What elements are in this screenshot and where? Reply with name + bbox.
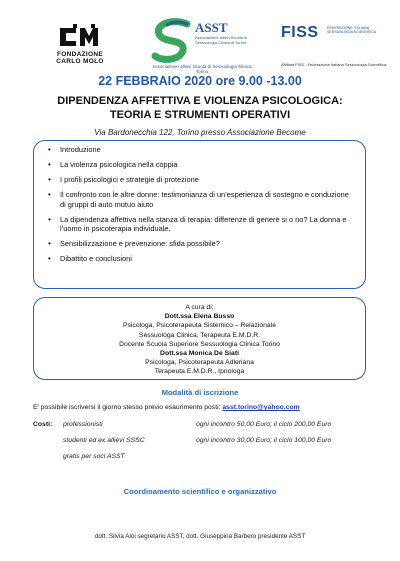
registration-title: Modalità di iscrizione: [161, 388, 239, 397]
fiss-logo: [281, 24, 387, 70]
program-item: • Il confronto con le altre donne: testimonianza di un’esperienza di sostegno e conduzione di gruppi di auto mutuo aiuto: [48, 190, 355, 209]
registration-email-link[interactable]: asst.torino@yahoo.com: [222, 404, 300, 411]
asst-caption: Associazione allievi Scuola di Sessuologia Clinica Torino: [152, 64, 252, 74]
asst-name: ASST: [195, 20, 228, 35]
event-title: [20, 94, 380, 122]
curators-heading: A cura di:: [185, 304, 214, 311]
curator-role: Sessuologa Clinica, Terapeuta E.M.D.R.: [138, 331, 261, 339]
curator-role: Docente Scuola Superiore Sessuologia Clinica Torino: [119, 340, 280, 348]
event-title-line1: DIPENDENZA AFFETTIVA E VIOLENZA PSICOLOGICA:: [57, 95, 343, 107]
program-box: [33, 140, 366, 289]
cost-category: professionisti: [63, 421, 103, 428]
cost-price: ogni incontro 30,00 Euro; il ciclo 100,00 Euro: [196, 437, 332, 444]
program-item: • La dipendenza affettiva nella stanza di terapia: differenze di genere si o no? La donna e l’uomo in psicoterapia individuale.: [48, 215, 355, 234]
asst-swoosh-icon: [149, 18, 195, 64]
fiss-name: FISS: [281, 24, 319, 41]
coordination-text: dott. Silvia Aloi segretario ASST, dott. Giuseppina Barbero presidente ASST: [94, 533, 306, 540]
coordination-title: Coordinamento scientifico e organizzativo: [123, 487, 277, 496]
curators-box: [33, 297, 366, 380]
cm-logo-text: FONDAZIONE CARLO MOLO: [56, 51, 104, 65]
program-item: • Sensibilizzazione e prevenzione: sfida possibile?: [48, 239, 355, 249]
cost-category: gratis per soci ASST: [63, 453, 125, 460]
curator-role: Terapeuta E.M.D.R., Ipnologa: [154, 368, 245, 376]
cost-price: ogni incontro 50,00 Euro; il ciclo 200,00 Euro: [196, 421, 332, 428]
program-item: • Introduzione: [48, 145, 355, 155]
curator-role: Psicologa, Psicoterapeuta Adleriana: [145, 359, 254, 367]
cm-monogram-icon: [58, 24, 102, 50]
program-list: [48, 145, 355, 269]
registration-text: E’ possibile iscriversi il giorno stesso previo esaurimento posti: asst.torino@yahoo.com: [33, 404, 300, 411]
event-date: 22 FEBBRAIO 2020 ore 9.00 -13.00: [98, 74, 302, 88]
program-item: • La violenza psicologica nella coppia: [48, 160, 355, 170]
fiss-caption: Affiliata FISS - Federazione Italiana Sessuologia Scientifica: [281, 62, 387, 67]
program-item: • I profili psicologici e strategie di protezione: [48, 175, 355, 185]
asst-subtitle: Associazione allievi Scuola di Sessuologia Clinica di Torino: [195, 35, 248, 45]
fondazione-carlo-molo-logo: [52, 24, 108, 70]
curator-name: Dott.ssa Monica De Siati: [160, 350, 239, 358]
cost-category: studenti ed ex allievi SSSC: [63, 437, 145, 444]
curator-role: Psicologa, Psicoterapeuta Sistemico – Relazionale: [122, 322, 276, 330]
asst-logo: [147, 18, 252, 74]
program-item: • Dibattito e conclusioni: [48, 254, 355, 264]
costs-label: Costi:: [33, 421, 53, 428]
fiss-side-text: FEDERAZIONE ITALIANA SESSUOLOGIA SCIENTIFICA: [327, 26, 377, 34]
event-title-line2: TEORIA E STRUMENTI OPERATIVI: [109, 109, 291, 121]
curator-name: Dott.ssa Elena Busso: [164, 313, 235, 321]
event-venue: Via Bardonecchia 122, Torino presso Associazione Become: [94, 128, 306, 137]
